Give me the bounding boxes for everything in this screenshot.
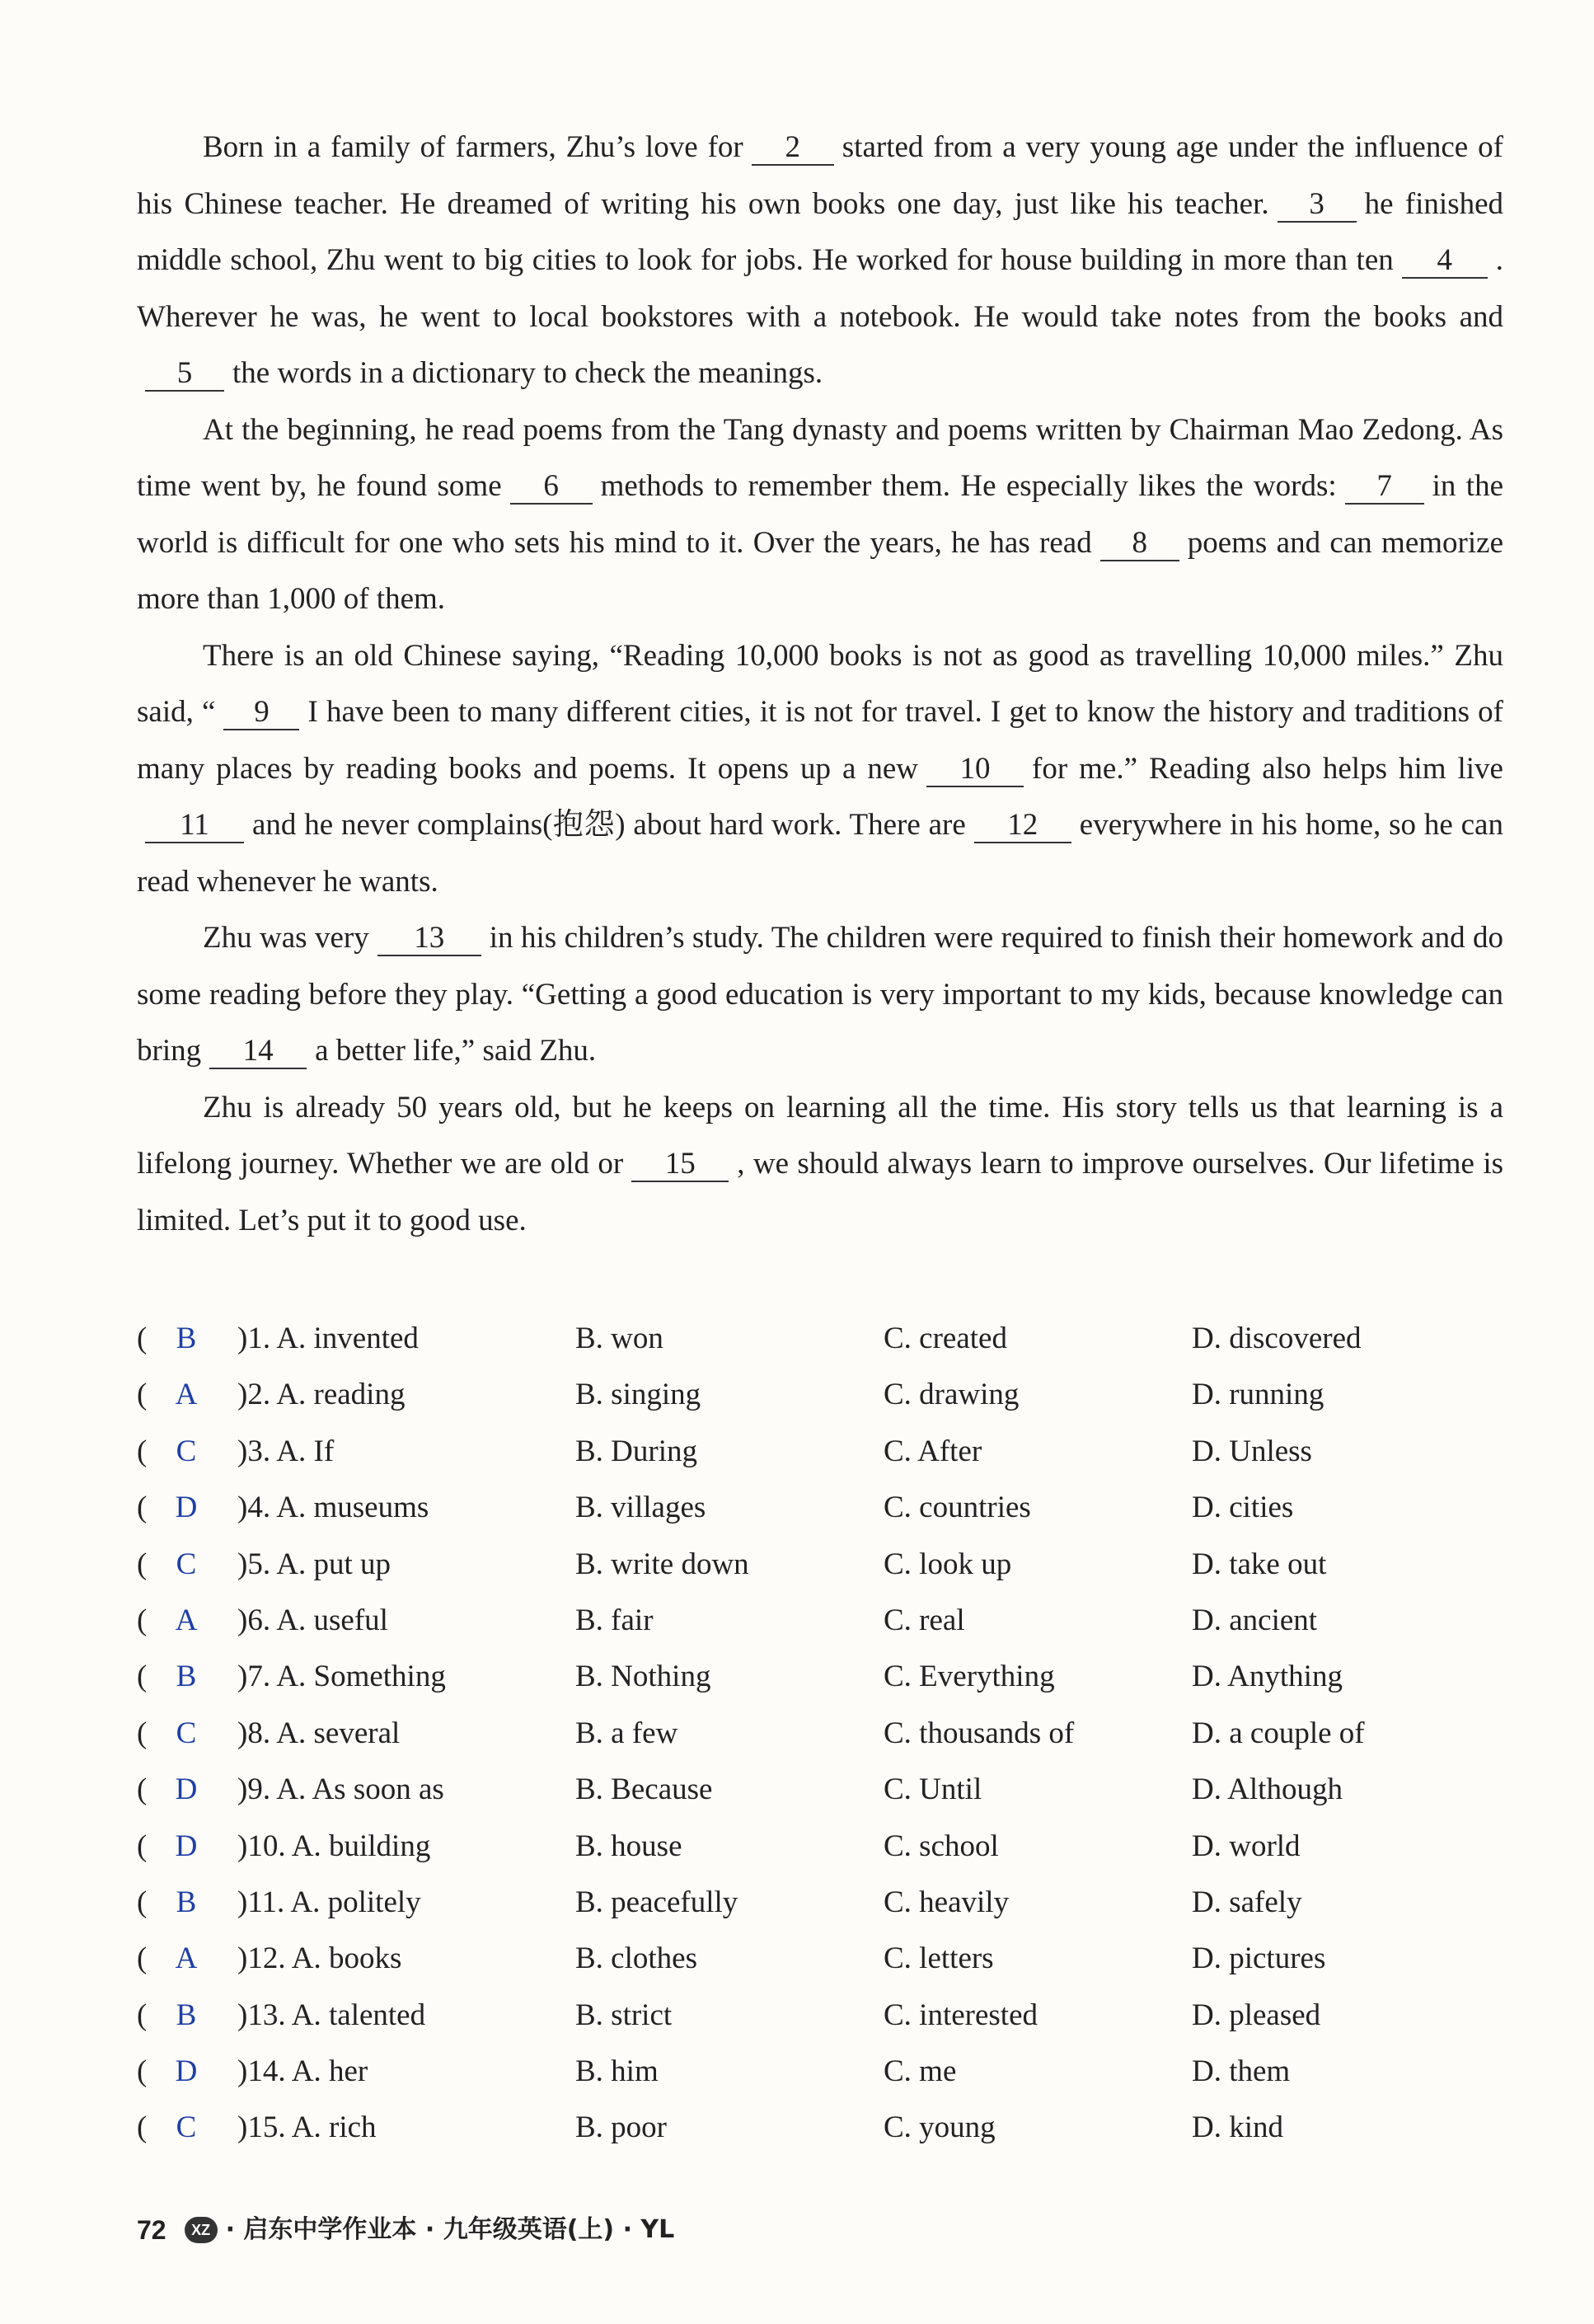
option-a: )7. A. Something bbox=[237, 1660, 446, 1694]
blank-14: 14 bbox=[209, 1035, 307, 1069]
passage-text: a better life,” said Zhu. bbox=[315, 1034, 597, 1068]
passage-text: he finished middle school, Zhu went to big cities to look for jobs. He worked for house building in more than ten bbox=[137, 186, 1504, 277]
question-row bbox=[137, 1875, 1538, 1931]
question-row bbox=[137, 1931, 1538, 1987]
option-b: B. During bbox=[575, 1434, 697, 1468]
footer-title: · 启东中学作业本 · 九年级英语(上) · YL bbox=[225, 2215, 675, 2244]
passage-text: for me.” Reading also helps him live bbox=[1032, 751, 1503, 786]
option-b: B. write down bbox=[575, 1547, 749, 1581]
option-b: B. won bbox=[575, 1322, 663, 1355]
paren-open: ( bbox=[137, 2054, 148, 2089]
blank-9: 9 bbox=[223, 696, 299, 730]
option-c: C. countries bbox=[884, 1491, 1031, 1525]
page-number: 72 bbox=[137, 2215, 166, 2245]
option-a: )4. A. museums bbox=[237, 1491, 429, 1525]
paren-open: ( bbox=[137, 1547, 148, 1581]
option-b: B. house bbox=[575, 1829, 682, 1863]
passage-text: Zhu is already 50 years old, but he keeps on learning all the time. His story tells us that learning is a lifelong journey. Whether we are old or bbox=[137, 1090, 1503, 1181]
paren-open: ( bbox=[137, 1885, 148, 1919]
question-row bbox=[137, 1480, 1538, 1536]
answer-letter: A bbox=[175, 1378, 198, 1412]
blank-11: 11 bbox=[145, 809, 244, 843]
passage-text: At the beginning, he read poems from the Tang dynasty and poems written by Chairman Mao Zedong. As time went by, he found some bbox=[137, 412, 1503, 503]
passage-text: Zhu was very bbox=[203, 921, 369, 955]
option-d: D. Although bbox=[1192, 1772, 1343, 1807]
option-d: D. running bbox=[1192, 1378, 1324, 1412]
option-d: D. pictures bbox=[1192, 1941, 1326, 1976]
passage-text: There is an old Chinese saying, “Reading 10,000 books is not as good as travelling 10,000 miles.” Zhu said, “ bbox=[137, 638, 1503, 729]
option-c: C. interested bbox=[884, 1998, 1038, 2032]
answer-letter: D bbox=[175, 2054, 198, 2089]
answer-letter: B bbox=[176, 1322, 197, 1355]
answer-letter: C bbox=[176, 1716, 197, 1750]
option-b: B. strict bbox=[575, 1998, 673, 2032]
option-a: )11. A. politely bbox=[237, 1885, 421, 1919]
question-row bbox=[137, 1706, 1538, 1762]
option-b: B. clothes bbox=[575, 1941, 697, 1976]
option-a: )5. A. put up bbox=[237, 1547, 391, 1581]
option-c: C. drawing bbox=[884, 1378, 1020, 1412]
passage-text: everywhere in his home, so he can read whenever he wants. bbox=[137, 808, 1503, 899]
answer-letter: B bbox=[176, 1885, 197, 1919]
option-d: D. pleased bbox=[1192, 1998, 1321, 2032]
answer-letter: B bbox=[176, 1998, 197, 2032]
option-b: B. singing bbox=[575, 1378, 701, 1412]
option-d: D. world bbox=[1192, 1829, 1301, 1863]
blank-7: 7 bbox=[1345, 470, 1424, 505]
option-d: D. discovered bbox=[1192, 1322, 1362, 1355]
question-row bbox=[137, 1988, 1538, 2044]
option-c: C. real bbox=[884, 1603, 965, 1637]
option-c: C. Everything bbox=[884, 1660, 1055, 1694]
passage-text: poems and can memorize more than 1,000 of them. bbox=[137, 525, 1503, 616]
option-c: C. young bbox=[884, 2110, 996, 2145]
paragraph-1 bbox=[137, 120, 1503, 402]
option-b: B. villages bbox=[575, 1491, 706, 1525]
passage-text: the words in a dictionary to check the meanings. bbox=[232, 356, 823, 390]
blank-8: 8 bbox=[1100, 527, 1179, 561]
passage-text: I have been to many different cities, it is not for travel. I get to know the history and traditions of many places by reading books and poems. It opens up a new bbox=[137, 695, 1503, 786]
question-row bbox=[137, 1819, 1538, 1875]
passage-text: methods to remember them. He especially likes the words: bbox=[600, 469, 1337, 503]
blank-5: 5 bbox=[145, 357, 224, 392]
blank-13: 13 bbox=[377, 922, 481, 956]
answer-letter: C bbox=[176, 1547, 197, 1581]
option-c: C. look up bbox=[884, 1547, 1012, 1581]
option-a: )8. A. several bbox=[237, 1716, 401, 1750]
option-d: D. take out bbox=[1192, 1547, 1327, 1581]
passage-text: , we should always learn to improve ourselves. Our lifetime is limited. Let’s put it to good use. bbox=[137, 1147, 1503, 1237]
option-c: C. After bbox=[884, 1434, 982, 1468]
passage-text: Born in a family of farmers, Zhu’s love for bbox=[203, 130, 743, 164]
paren-open: ( bbox=[137, 1998, 148, 2032]
answer-options bbox=[137, 1311, 1538, 2157]
blank-10: 10 bbox=[926, 753, 1024, 787]
option-a: )9. A. As soon as bbox=[237, 1772, 444, 1807]
answer-letter: B bbox=[176, 1660, 197, 1694]
answer-letter: D bbox=[175, 1772, 198, 1807]
option-a: )10. A. building bbox=[237, 1829, 431, 1863]
question-row bbox=[137, 1593, 1538, 1649]
option-b: B. fair bbox=[575, 1603, 654, 1637]
blank-2: 2 bbox=[752, 131, 834, 166]
option-c: C. thousands of bbox=[884, 1716, 1075, 1750]
paragraph-4 bbox=[137, 910, 1503, 1080]
passage-text: and he never complains(抱怨) about hard work. There are bbox=[252, 808, 966, 842]
passage-text: started from a very young age under the influence of his Chinese teacher. He dreamed of writing his own books one day, just like his teacher. bbox=[137, 130, 1503, 221]
paren-open: ( bbox=[137, 1716, 148, 1750]
answer-letter: D bbox=[175, 1829, 198, 1863]
option-c: C. me bbox=[884, 2054, 957, 2089]
paren-open: ( bbox=[137, 1660, 148, 1694]
option-c: C. school bbox=[884, 1829, 999, 1863]
blank-6: 6 bbox=[510, 470, 593, 505]
question-row bbox=[137, 2044, 1538, 2100]
answer-letter: C bbox=[176, 1434, 197, 1468]
option-b: B. peacefully bbox=[575, 1885, 738, 1919]
question-row bbox=[137, 1367, 1538, 1423]
answer-letter: D bbox=[175, 1491, 198, 1525]
option-d: D. ancient bbox=[1192, 1603, 1318, 1637]
option-d: D. them bbox=[1192, 2054, 1291, 2089]
option-d: D. kind bbox=[1192, 2110, 1283, 2145]
option-d: D. a couple of bbox=[1192, 1716, 1365, 1750]
option-a: )15. A. rich bbox=[237, 2110, 377, 2145]
question-row bbox=[137, 1649, 1538, 1705]
answer-letter: C bbox=[176, 2110, 197, 2145]
passage-text: . Wherever he was, he went to local bookstores with a notebook. He would take notes from the books and bbox=[137, 243, 1503, 334]
paren-open: ( bbox=[137, 1378, 148, 1412]
option-a: )1. A. invented bbox=[237, 1322, 419, 1355]
answer-letter: A bbox=[175, 1603, 198, 1637]
reading-passage bbox=[137, 120, 1503, 1249]
option-d: D. cities bbox=[1192, 1491, 1294, 1525]
option-c: C. heavily bbox=[884, 1885, 1010, 1919]
option-a: )12. A. books bbox=[237, 1941, 402, 1976]
paren-open: ( bbox=[137, 1603, 148, 1637]
option-c: C. Until bbox=[884, 1772, 982, 1807]
paren-open: ( bbox=[137, 1322, 148, 1355]
paren-open: ( bbox=[137, 1772, 148, 1807]
option-c: C. letters bbox=[884, 1941, 994, 1976]
option-a: )3. A. If bbox=[237, 1434, 335, 1468]
xz-logo-icon: XZ bbox=[185, 2217, 218, 2243]
blank-4: 4 bbox=[1402, 244, 1488, 279]
option-b: B. a few bbox=[575, 1716, 678, 1750]
page-footer bbox=[137, 2209, 674, 2251]
paren-open: ( bbox=[137, 1434, 148, 1468]
blank-12: 12 bbox=[974, 809, 1071, 843]
question-row bbox=[137, 2100, 1538, 2156]
answer-letter: A bbox=[175, 1941, 198, 1976]
passage-text: in his children’s study. The children were required to finish their homework and do some reading before they play. “Getting a good education is very important to my kids, because knowledge can bring bbox=[137, 921, 1503, 1068]
question-row bbox=[137, 1762, 1538, 1818]
option-a: )2. A. reading bbox=[237, 1378, 406, 1412]
option-b: B. him bbox=[575, 2054, 659, 2089]
option-d: D. Unless bbox=[1192, 1434, 1312, 1468]
paren-open: ( bbox=[137, 2110, 148, 2145]
paren-open: ( bbox=[137, 1491, 148, 1525]
paren-open: ( bbox=[137, 1941, 148, 1976]
paren-open: ( bbox=[137, 1829, 148, 1863]
option-b: B. Nothing bbox=[575, 1660, 711, 1694]
passage-text: in the world is difficult for one who sets his mind to it. Over the years, he has read bbox=[137, 469, 1503, 560]
option-b: B. Because bbox=[575, 1772, 713, 1807]
option-a: )13. A. talented bbox=[237, 1998, 426, 2032]
option-b: B. poor bbox=[575, 2110, 667, 2145]
option-a: )14. A. her bbox=[237, 2054, 368, 2089]
blank-3: 3 bbox=[1278, 188, 1357, 223]
option-d: D. Anything bbox=[1192, 1660, 1343, 1694]
question-row bbox=[137, 1424, 1538, 1480]
paragraph-3 bbox=[137, 628, 1503, 911]
blank-15: 15 bbox=[631, 1148, 729, 1182]
paragraph-2 bbox=[137, 402, 1503, 628]
question-row bbox=[137, 1311, 1538, 1367]
paragraph-5 bbox=[137, 1080, 1503, 1250]
option-a: )6. A. useful bbox=[237, 1603, 388, 1637]
option-d: D. safely bbox=[1192, 1885, 1302, 1919]
option-c: C. created bbox=[884, 1322, 1007, 1355]
question-row bbox=[137, 1537, 1538, 1593]
